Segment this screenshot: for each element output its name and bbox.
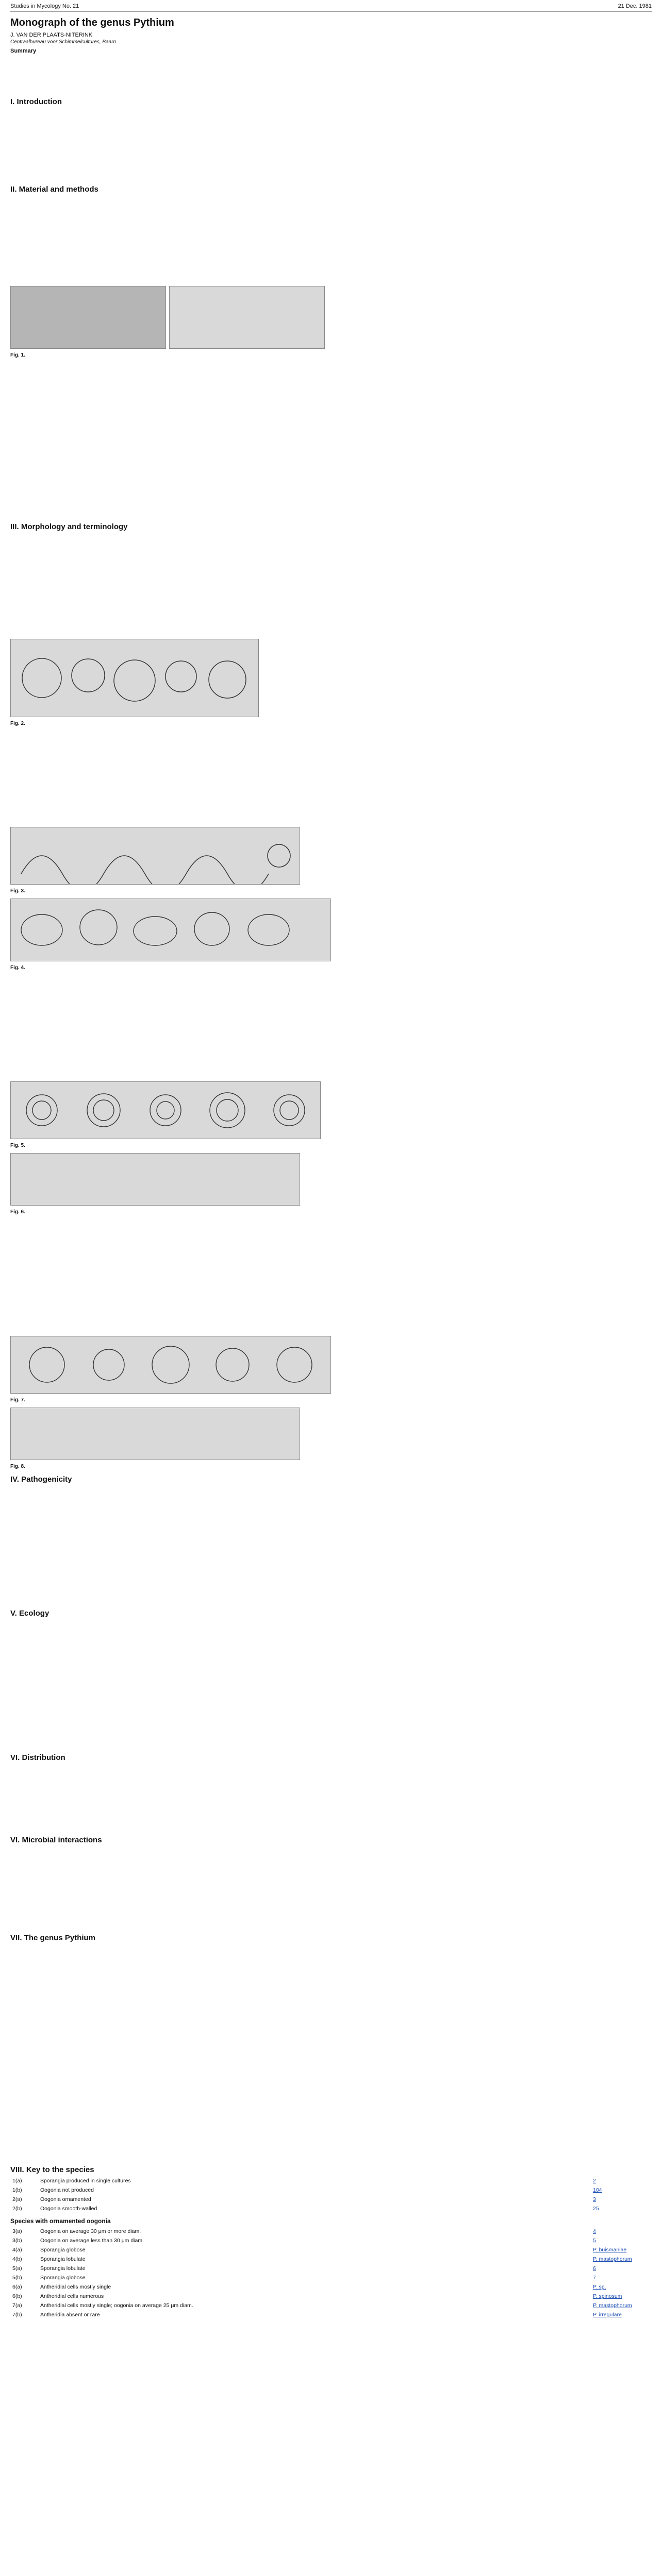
key-row: [10, 2176, 652, 2185]
key-row-number: 6(b): [12, 2293, 22, 2299]
morphology-text-3: [10, 975, 652, 1078]
species-key-table: [10, 2176, 652, 2213]
key-row-number: 4(b): [12, 2256, 22, 2262]
key-row: [10, 2264, 652, 2273]
figure-7: [10, 1336, 652, 1394]
figure-6-label: Fig. 6.: [10, 1209, 25, 1215]
key-row-target-link[interactable]: P. mastophorum: [593, 2256, 632, 2262]
distribution-text: [10, 1764, 652, 1831]
key-row-text: Sporangia lobulate: [40, 2256, 86, 2262]
key-row-number: 3(b): [12, 2238, 22, 2244]
summary-block: [10, 55, 652, 92]
key-row-text: Oogonia not produced: [40, 2187, 94, 2193]
figure-5-label: Fig. 5.: [10, 1143, 25, 1148]
key-row-number: 2(a): [12, 2196, 22, 2202]
key-row: [10, 2185, 652, 2195]
figure-6-caption: [10, 1209, 652, 1215]
summary-label: Summary: [10, 48, 37, 54]
key-row-target-link[interactable]: 5: [593, 2238, 596, 2244]
running-head-right: 21 Dec. 1981: [618, 3, 652, 9]
figure-6-image: [10, 1153, 300, 1206]
key-row-target-cell: [591, 2185, 652, 2195]
key-row: [10, 2227, 652, 2236]
key-row-target-cell: [591, 2292, 652, 2301]
running-head: [10, 3, 652, 12]
key-subsection-title: Species with ornamented oogonia: [10, 2217, 111, 2225]
key-row: [10, 2204, 652, 2213]
figure-2: [10, 639, 652, 717]
key-row-target-cell: [591, 2264, 652, 2273]
figure-8-caption: [10, 1463, 652, 1470]
key-row-text: Oogonia ornamented: [40, 2196, 91, 2202]
key-row-number: 5(b): [12, 2275, 22, 2281]
key-row-target-cell: [591, 2204, 652, 2213]
figure-5: [10, 1081, 652, 1139]
key-row-number: 7(a): [12, 2302, 22, 2309]
key-row: [10, 2310, 652, 2319]
figure-1-label: Fig. 1.: [10, 352, 25, 358]
key-row: [10, 2255, 652, 2264]
section-morphology: III. Morphology and terminology: [10, 522, 128, 531]
figure-3-caption: [10, 888, 652, 894]
key-row-text: Sporangia produced in single cultures: [40, 2178, 131, 2184]
morphology-text: [10, 533, 652, 636]
section-materials: II. Material and methods: [10, 185, 98, 194]
section-key: VIII. Key to the species: [10, 2165, 94, 2174]
key-row-target-cell: [591, 2255, 652, 2264]
key-row-number: 3(a): [12, 2228, 22, 2234]
figure-5-image: [10, 1081, 321, 1139]
key-row-text: Oogonia on average less than 30 μm diam.: [40, 2238, 144, 2244]
key-row-target-cell: [591, 2301, 652, 2310]
key-row-target-cell: [591, 2236, 652, 2245]
pathogenicity-text: [10, 1485, 652, 1604]
authors: J. VAN DER PLAATS-NITERINK: [10, 32, 93, 38]
key-row: [10, 2292, 652, 2301]
morphology-text-2: [10, 731, 652, 824]
key-row-text: Antheridial cells mostly single: [40, 2284, 111, 2290]
figure-8-label: Fig. 8.: [10, 1464, 25, 1469]
key-row-text: Sporangia lobulate: [40, 2265, 86, 2272]
key-row-target-cell: [591, 2195, 652, 2204]
figure-4-caption: [10, 964, 652, 971]
figure-2-image: [10, 639, 259, 717]
key-row-target-cell: [591, 2176, 652, 2185]
key-row-target-link[interactable]: 4: [593, 2228, 596, 2234]
key-row-text: Antheridial cells mostly single; oogonia on average 25 μm diam.: [40, 2302, 193, 2309]
key-row-number: 5(a): [12, 2265, 22, 2272]
key-row-number: 6(a): [12, 2284, 22, 2290]
microbial-text: [10, 1846, 652, 1928]
figure-3-label: Fig. 3.: [10, 888, 25, 894]
materials-text: [10, 195, 652, 283]
materials-text-2: [10, 363, 652, 517]
intro-text: [10, 108, 652, 180]
key-row-text: Oogonia on average 30 μm or more diam.: [40, 2228, 141, 2234]
figure-4-label: Fig. 4.: [10, 965, 25, 971]
key-row-text: Sporangia globose: [40, 2275, 86, 2281]
key-row-target-cell: [591, 2282, 652, 2292]
figure-2-label: Fig. 2.: [10, 721, 25, 726]
section-ecology: V. Ecology: [10, 1609, 49, 1618]
figure-7-label: Fig. 7.: [10, 1397, 25, 1403]
key-row-number: 4(a): [12, 2247, 22, 2253]
figure-1: [10, 286, 652, 349]
section-microbial-interactions: VI. Microbial interactions: [10, 1836, 102, 1844]
running-head-left: Studies in Mycology No. 21: [10, 3, 79, 9]
key-row-target-link[interactable]: P. irregulare: [593, 2312, 622, 2318]
key-row-target-cell: [591, 2245, 652, 2255]
species-key-table-2: [10, 2227, 652, 2319]
figure-8-image: [10, 1408, 300, 1460]
figure-1-image-b: [169, 286, 325, 349]
key-row: [10, 2245, 652, 2255]
key-row-number: 2(b): [12, 2206, 22, 2212]
key-row-text: Oogonia smooth-walled: [40, 2206, 97, 2212]
key-row-target-cell: [591, 2227, 652, 2236]
figure-8: [10, 1408, 652, 1460]
key-row-target-link[interactable]: 104: [593, 2187, 602, 2193]
figure-3: [10, 827, 652, 885]
section-pathogenicity: IV. Pathogenicity: [10, 1475, 72, 1484]
key-row-target-link[interactable]: 7: [593, 2275, 596, 2281]
key-row-text: Antheridia absent or rare: [40, 2312, 100, 2318]
page: [10, 0, 652, 2319]
key-row-number: 1(a): [12, 2178, 22, 2184]
section-distribution: VI. Distribution: [10, 1753, 65, 1762]
key-row: [10, 2301, 652, 2310]
key-row-number: 7(b): [12, 2312, 22, 2318]
key-row-target-cell: [591, 2310, 652, 2319]
paper-title: Monograph of the genus Pythium: [10, 17, 174, 28]
figure-3-image: [10, 827, 300, 885]
key-row-target-link[interactable]: 25: [593, 2206, 599, 2212]
key-row-target-link[interactable]: P. mastophorum: [593, 2302, 632, 2309]
figure-4: [10, 899, 652, 961]
figure-1-caption: [10, 352, 652, 359]
figure-7-image: [10, 1336, 331, 1394]
morphology-text-4: [10, 1219, 652, 1333]
key-row-target-link[interactable]: 2: [593, 2178, 596, 2184]
figure-1-image: [10, 286, 166, 349]
figure-5-caption: [10, 1142, 652, 1149]
figure-7-caption: [10, 1397, 652, 1403]
key-row: [10, 2282, 652, 2292]
key-row: [10, 2236, 652, 2245]
key-row-target-cell: [591, 2273, 652, 2282]
section-genus: VII. The genus Pythium: [10, 1934, 96, 1942]
key-row-target-link[interactable]: P. spinosum: [593, 2293, 622, 2299]
genus-text: [10, 1944, 652, 2160]
figure-2-caption: [10, 720, 652, 727]
key-row-target-link[interactable]: P. buismaniae: [593, 2247, 627, 2253]
key-row-text: Antheridial cells numerous: [40, 2293, 104, 2299]
section-introduction: I. Introduction: [10, 97, 62, 106]
key-row-number: 1(b): [12, 2187, 22, 2193]
figure-6: [10, 1153, 652, 1206]
key-row-text: Sporangia globose: [40, 2247, 86, 2253]
figure-4-image: [10, 899, 331, 961]
key-row-target-link[interactable]: 3: [593, 2196, 596, 2202]
key-row-target-link[interactable]: P. sp.: [593, 2284, 606, 2290]
key-row: [10, 2273, 652, 2282]
key-row: [10, 2195, 652, 2204]
affiliation: Centraalbureau voor Schimmelcultures, Baarn: [10, 39, 117, 45]
key-row-target-link[interactable]: 6: [593, 2265, 596, 2272]
ecology-text: [10, 1619, 652, 1748]
